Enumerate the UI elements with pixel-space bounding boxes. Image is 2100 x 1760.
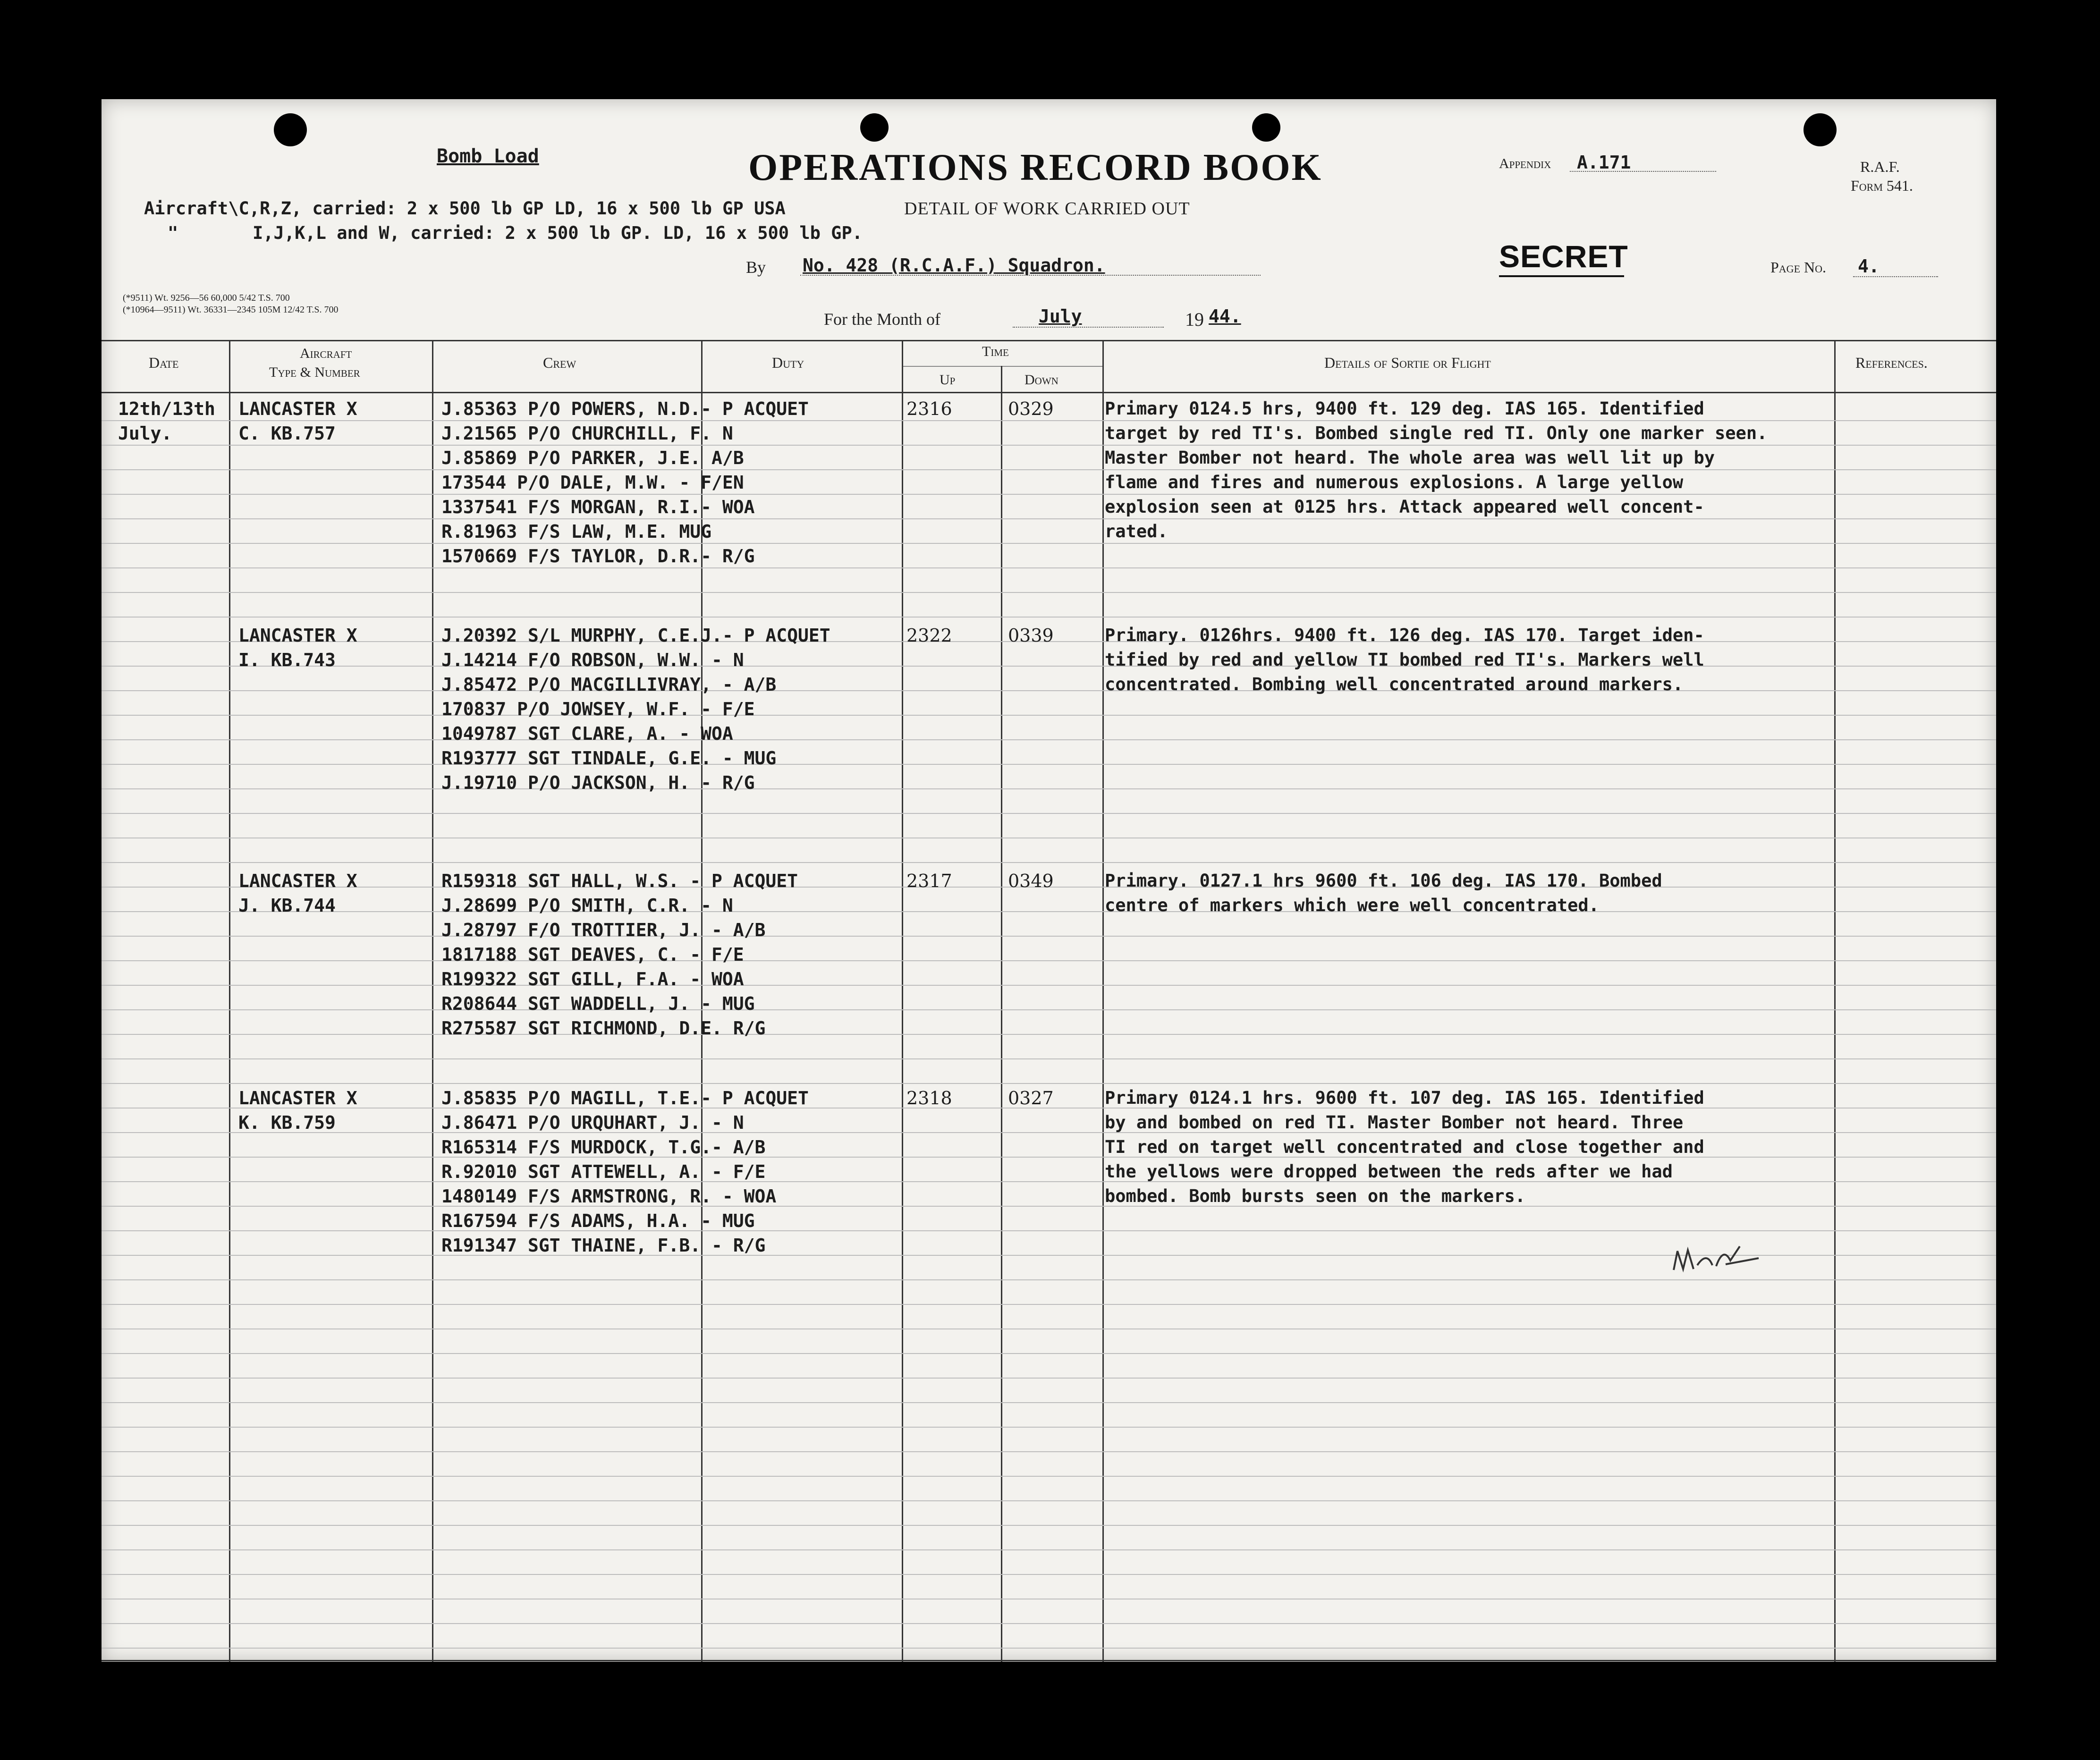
crew-member: 1817188 SGT DEAVES, C. - F/E <box>441 944 744 965</box>
crew-member: J.14214 F/O ROBSON, W.W. - N <box>441 650 744 670</box>
time-up: 2317 <box>906 871 952 891</box>
year-label: 19 <box>1185 309 1204 330</box>
details-line: the yellows were dropped between the reds after we had <box>1105 1161 1673 1182</box>
sortie-date-line-2: July. <box>118 423 172 444</box>
aircraft-number: C. KB.757 <box>238 423 336 444</box>
form-label: R.A.F. <box>1860 158 1900 175</box>
ruled-line <box>102 1009 1996 1010</box>
col-header-crew: Crew <box>543 354 576 371</box>
col-header-date: Date <box>149 354 179 371</box>
secret-underline <box>1499 275 1624 277</box>
ruled-line <box>102 1402 1996 1403</box>
ruled-line <box>102 1476 1996 1477</box>
crew-member: R167594 F/S ADAMS, H.A. - MUG <box>441 1210 755 1231</box>
col-header-aircraft-sub: Type & Number <box>269 364 360 380</box>
aircraft-bomb-load-line-2: I,J,K,L and W, carried: 2 x 500 lb GP. LD, 16 x 500 lb GP. <box>253 223 863 243</box>
crew-member: J.86471 P/O URQUHART, J. - N <box>441 1112 744 1133</box>
crew-member: J.85835 P/O MAGILL, T.E.- P ACQUET <box>441 1088 809 1108</box>
crew-member: J.85363 P/O POWERS, N.D.- P ACQUET <box>441 398 809 419</box>
col-header-aircraft: Aircraft <box>300 346 352 361</box>
form-number: Form 541. <box>1851 177 1913 194</box>
details-line: Primary. 0126hrs. 9400 ft. 126 deg. IAS 170. Target iden- <box>1105 625 1704 645</box>
ruled-line <box>102 764 1996 765</box>
time-down: 0329 <box>1008 398 1054 419</box>
secret-marking: SECRET <box>1499 239 1628 274</box>
aircraft-bomb-load-line-2-ditto: " <box>168 223 178 243</box>
col-divider-down <box>1102 340 1104 1662</box>
col-header-down: Down <box>1025 372 1058 388</box>
col-header-details: Details of Sortie or Flight <box>1324 354 1491 371</box>
ruled-line <box>102 1574 1996 1575</box>
page-subtitle: DETAIL OF WORK CARRIED OUT <box>904 199 1190 219</box>
details-line: Primary 0124.1 hrs. 9600 ft. 107 deg. IAS 165. Identified <box>1105 1088 1704 1108</box>
crew-member: 170837 P/O JOWSEY, W.F. - F/E <box>441 699 755 719</box>
details-line: Primary 0124.5 hrs, 9400 ft. 129 deg. IAS 165. Identified <box>1105 398 1704 419</box>
details-line: explosion seen at 0125 hrs. Attack appeared well concent- <box>1105 497 1704 517</box>
crew-member: J.19710 P/O JACKSON, H. - R/G <box>441 772 755 793</box>
aircraft-type: LANCASTER X <box>238 625 357 646</box>
month-label: For the Month of <box>824 310 940 329</box>
ruled-line <box>102 1451 1996 1452</box>
details-line: target by red TI's. Bombed single red TI. Only one marker seen. <box>1105 423 1768 443</box>
time-up: 2322 <box>906 625 952 646</box>
ruled-line <box>102 690 1996 691</box>
ruled-line <box>102 1034 1996 1035</box>
bomb-load-label: Bomb Load <box>437 145 539 167</box>
ruled-line <box>102 1181 1996 1182</box>
table-bottom-border <box>102 1660 1996 1661</box>
appendix-underline <box>1570 171 1716 172</box>
aircraft-cell <box>238 869 357 918</box>
col-divider-date <box>229 340 230 1662</box>
aircraft-cell <box>238 397 357 446</box>
crew-member: J.21565 P/O CHURCHILL, F. N <box>441 423 733 444</box>
month-value: July <box>1039 306 1082 327</box>
details-line: centre of markers which were well concentrated. <box>1105 895 1599 915</box>
col-divider-details <box>1834 340 1836 1662</box>
aircraft-number: J. KB.744 <box>238 895 336 916</box>
sortie-date <box>118 397 215 446</box>
crew-member: R191347 SGT THAINE, F.B. - R/G <box>441 1235 766 1256</box>
appendix-label: Appendix <box>1499 156 1551 171</box>
page-number-label: Page No. <box>1770 259 1827 276</box>
sortie-details <box>1105 397 1767 544</box>
ruled-line <box>102 1230 1996 1231</box>
appendix-value: A.171 <box>1577 152 1631 173</box>
crew-member: R165314 F/S MURDOCK, T.G.- A/B <box>441 1137 766 1158</box>
details-line: TI red on target well concentrated and close together and <box>1105 1137 1704 1157</box>
crew-member: R275587 SGT RICHMOND, D.E. R/G <box>441 1018 766 1039</box>
crew-list <box>441 397 809 568</box>
crew-member: 173544 P/O DALE, M.W. - F/EN <box>441 472 744 493</box>
punch-hole-center-right <box>1252 113 1280 142</box>
aircraft-bomb-load-line-1: Aircraft\C,R,Z, carried: 2 x 500 lb GP LD, 16 x 500 lb GP USA <box>144 198 786 219</box>
ruled-line <box>102 1328 1996 1329</box>
record-sheet <box>102 99 1996 1662</box>
year-value: 44. <box>1209 306 1241 327</box>
crew-list <box>441 623 830 795</box>
ruled-line <box>102 862 1996 863</box>
print-code-2: (*10964—9511) Wt. 36331—2345 105M 12/42 T.S. 700 <box>123 305 339 315</box>
crew-member: 1480149 F/S ARMSTRONG, R. - WOA <box>441 1186 777 1207</box>
ruled-line <box>102 1623 1996 1624</box>
ruled-line <box>102 813 1996 814</box>
punch-hole-left <box>274 113 307 146</box>
crew-member: J.85472 P/O MACGILLIVRAY, - A/B <box>441 674 777 695</box>
sortie-date-line-1: 12th/13th <box>118 398 215 419</box>
time-down: 0327 <box>1008 1088 1054 1108</box>
details-line: Master Bomber not heard. The whole area was well lit up by <box>1105 448 1715 468</box>
details-line: rated. <box>1105 521 1168 542</box>
crew-member: R208644 SGT WADDELL, J. - MUG <box>441 993 755 1014</box>
month-underline <box>1013 327 1164 328</box>
page-title: OPERATIONS RECORD BOOK <box>748 147 1322 188</box>
aircraft-type: LANCASTER X <box>238 1088 357 1108</box>
ruled-line <box>102 1500 1996 1501</box>
crew-member: J.28699 P/O SMITH, C.R. - N <box>441 895 733 916</box>
ruled-line <box>102 936 1996 937</box>
squadron-name: No. 428 (R.C.A.F.) Squadron. <box>803 255 1105 276</box>
col-divider-up <box>1001 366 1002 1662</box>
details-line: bombed. Bomb bursts seen on the markers. <box>1105 1186 1526 1206</box>
col-header-time: Time <box>982 344 1009 359</box>
time-down: 0349 <box>1008 871 1054 891</box>
crew-member: R159318 SGT HALL, W.S. - P ACQUET <box>441 871 798 891</box>
sortie-details <box>1105 623 1704 697</box>
col-header-up: Up <box>940 372 956 388</box>
crew-member: R199322 SGT GILL, F.A. - WOA <box>441 969 744 990</box>
ruled-line <box>102 1353 1996 1354</box>
crew-member: R.92010 SGT ATTEWELL, A. - F/E <box>441 1161 766 1182</box>
details-line: by and bombed on red TI. Master Bomber not heard. Three <box>1105 1112 1684 1133</box>
ruled-line <box>102 715 1996 716</box>
ruled-line <box>102 1648 1996 1649</box>
col-header-references: References. <box>1855 354 1928 371</box>
by-underline <box>800 275 1261 276</box>
col-header-duty: Duty <box>772 354 804 371</box>
crew-member: J.85869 P/O PARKER, J.E. A/B <box>441 448 744 468</box>
col-divider-aircraft <box>432 340 433 1662</box>
page-number-underline <box>1853 276 1938 277</box>
ruled-line <box>102 1304 1996 1305</box>
ruled-line <box>102 960 1996 961</box>
crew-member: 1049787 SGT CLARE, A. - WOA <box>441 723 733 744</box>
ruled-line <box>102 666 1996 667</box>
time-up: 2318 <box>906 1088 952 1108</box>
crew-list <box>441 1086 809 1258</box>
ruled-line <box>102 617 1996 618</box>
ruled-line <box>102 1378 1996 1379</box>
ruled-line <box>102 1157 1996 1158</box>
table-header-bottom <box>102 392 1996 393</box>
col-divider-duty <box>902 340 903 1662</box>
aircraft-cell <box>238 1086 357 1135</box>
by-label: By <box>746 258 766 277</box>
ruled-line <box>102 1549 1996 1550</box>
print-code-1: (*9511) Wt. 9256—56 60,000 5/42 T.S. 700 <box>123 293 290 303</box>
ruled-line <box>102 911 1996 912</box>
details-line: tified by red and yellow TI bombed red TI's. Markers well <box>1105 650 1704 670</box>
aircraft-type: LANCASTER X <box>238 871 357 891</box>
crew-member: J.20392 S/L MURPHY, C.E.J.- P ACQUET <box>441 625 830 646</box>
crew-member: J.28797 F/O TROTTIER, J. - A/B <box>441 920 766 940</box>
ruled-line <box>102 788 1996 789</box>
details-line: flame and fires and numerous explosions. A large yellow <box>1105 472 1684 492</box>
ruled-line <box>102 1132 1996 1133</box>
ruled-line <box>102 1058 1996 1059</box>
details-line: Primary. 0127.1 hrs 9600 ft. 106 deg. IAS 170. Bombed <box>1105 871 1662 891</box>
aircraft-cell <box>238 623 357 672</box>
crew-member: 1570669 F/S TAYLOR, D.R.- R/G <box>441 546 755 567</box>
page-number-value: 4. <box>1858 256 1880 277</box>
aircraft-type: LANCASTER X <box>238 398 357 419</box>
ruled-line <box>102 567 1996 568</box>
ruled-line <box>102 1083 1996 1084</box>
ruled-line <box>102 985 1996 986</box>
crew-list <box>441 869 798 1041</box>
ruled-line <box>102 1427 1996 1428</box>
time-down: 0339 <box>1008 625 1054 646</box>
crew-member: R193777 SGT TINDALE, G.E. - MUG <box>441 748 777 769</box>
ruled-line <box>102 1206 1996 1207</box>
aircraft-number: K. KB.759 <box>238 1112 336 1133</box>
sortie-details <box>1105 869 1662 918</box>
crew-member: R.81963 F/S LAW, M.E. MUG <box>441 521 711 542</box>
crew-member: 1337541 F/S MORGAN, R.I.- WOA <box>441 497 755 517</box>
time-up: 2316 <box>906 398 952 419</box>
details-line: concentrated. Bombing well concentrated around markers. <box>1105 674 1684 694</box>
aircraft-number: I. KB.743 <box>238 650 336 670</box>
ruled-line <box>102 592 1996 593</box>
ruled-line <box>102 739 1996 740</box>
table-top-border <box>102 340 1996 341</box>
sortie-details <box>1105 1086 1704 1209</box>
ruled-line <box>102 1525 1996 1526</box>
punch-hole-center-left <box>860 113 889 142</box>
punch-hole-right <box>1804 113 1837 146</box>
handwritten-signature <box>1669 1232 1763 1289</box>
